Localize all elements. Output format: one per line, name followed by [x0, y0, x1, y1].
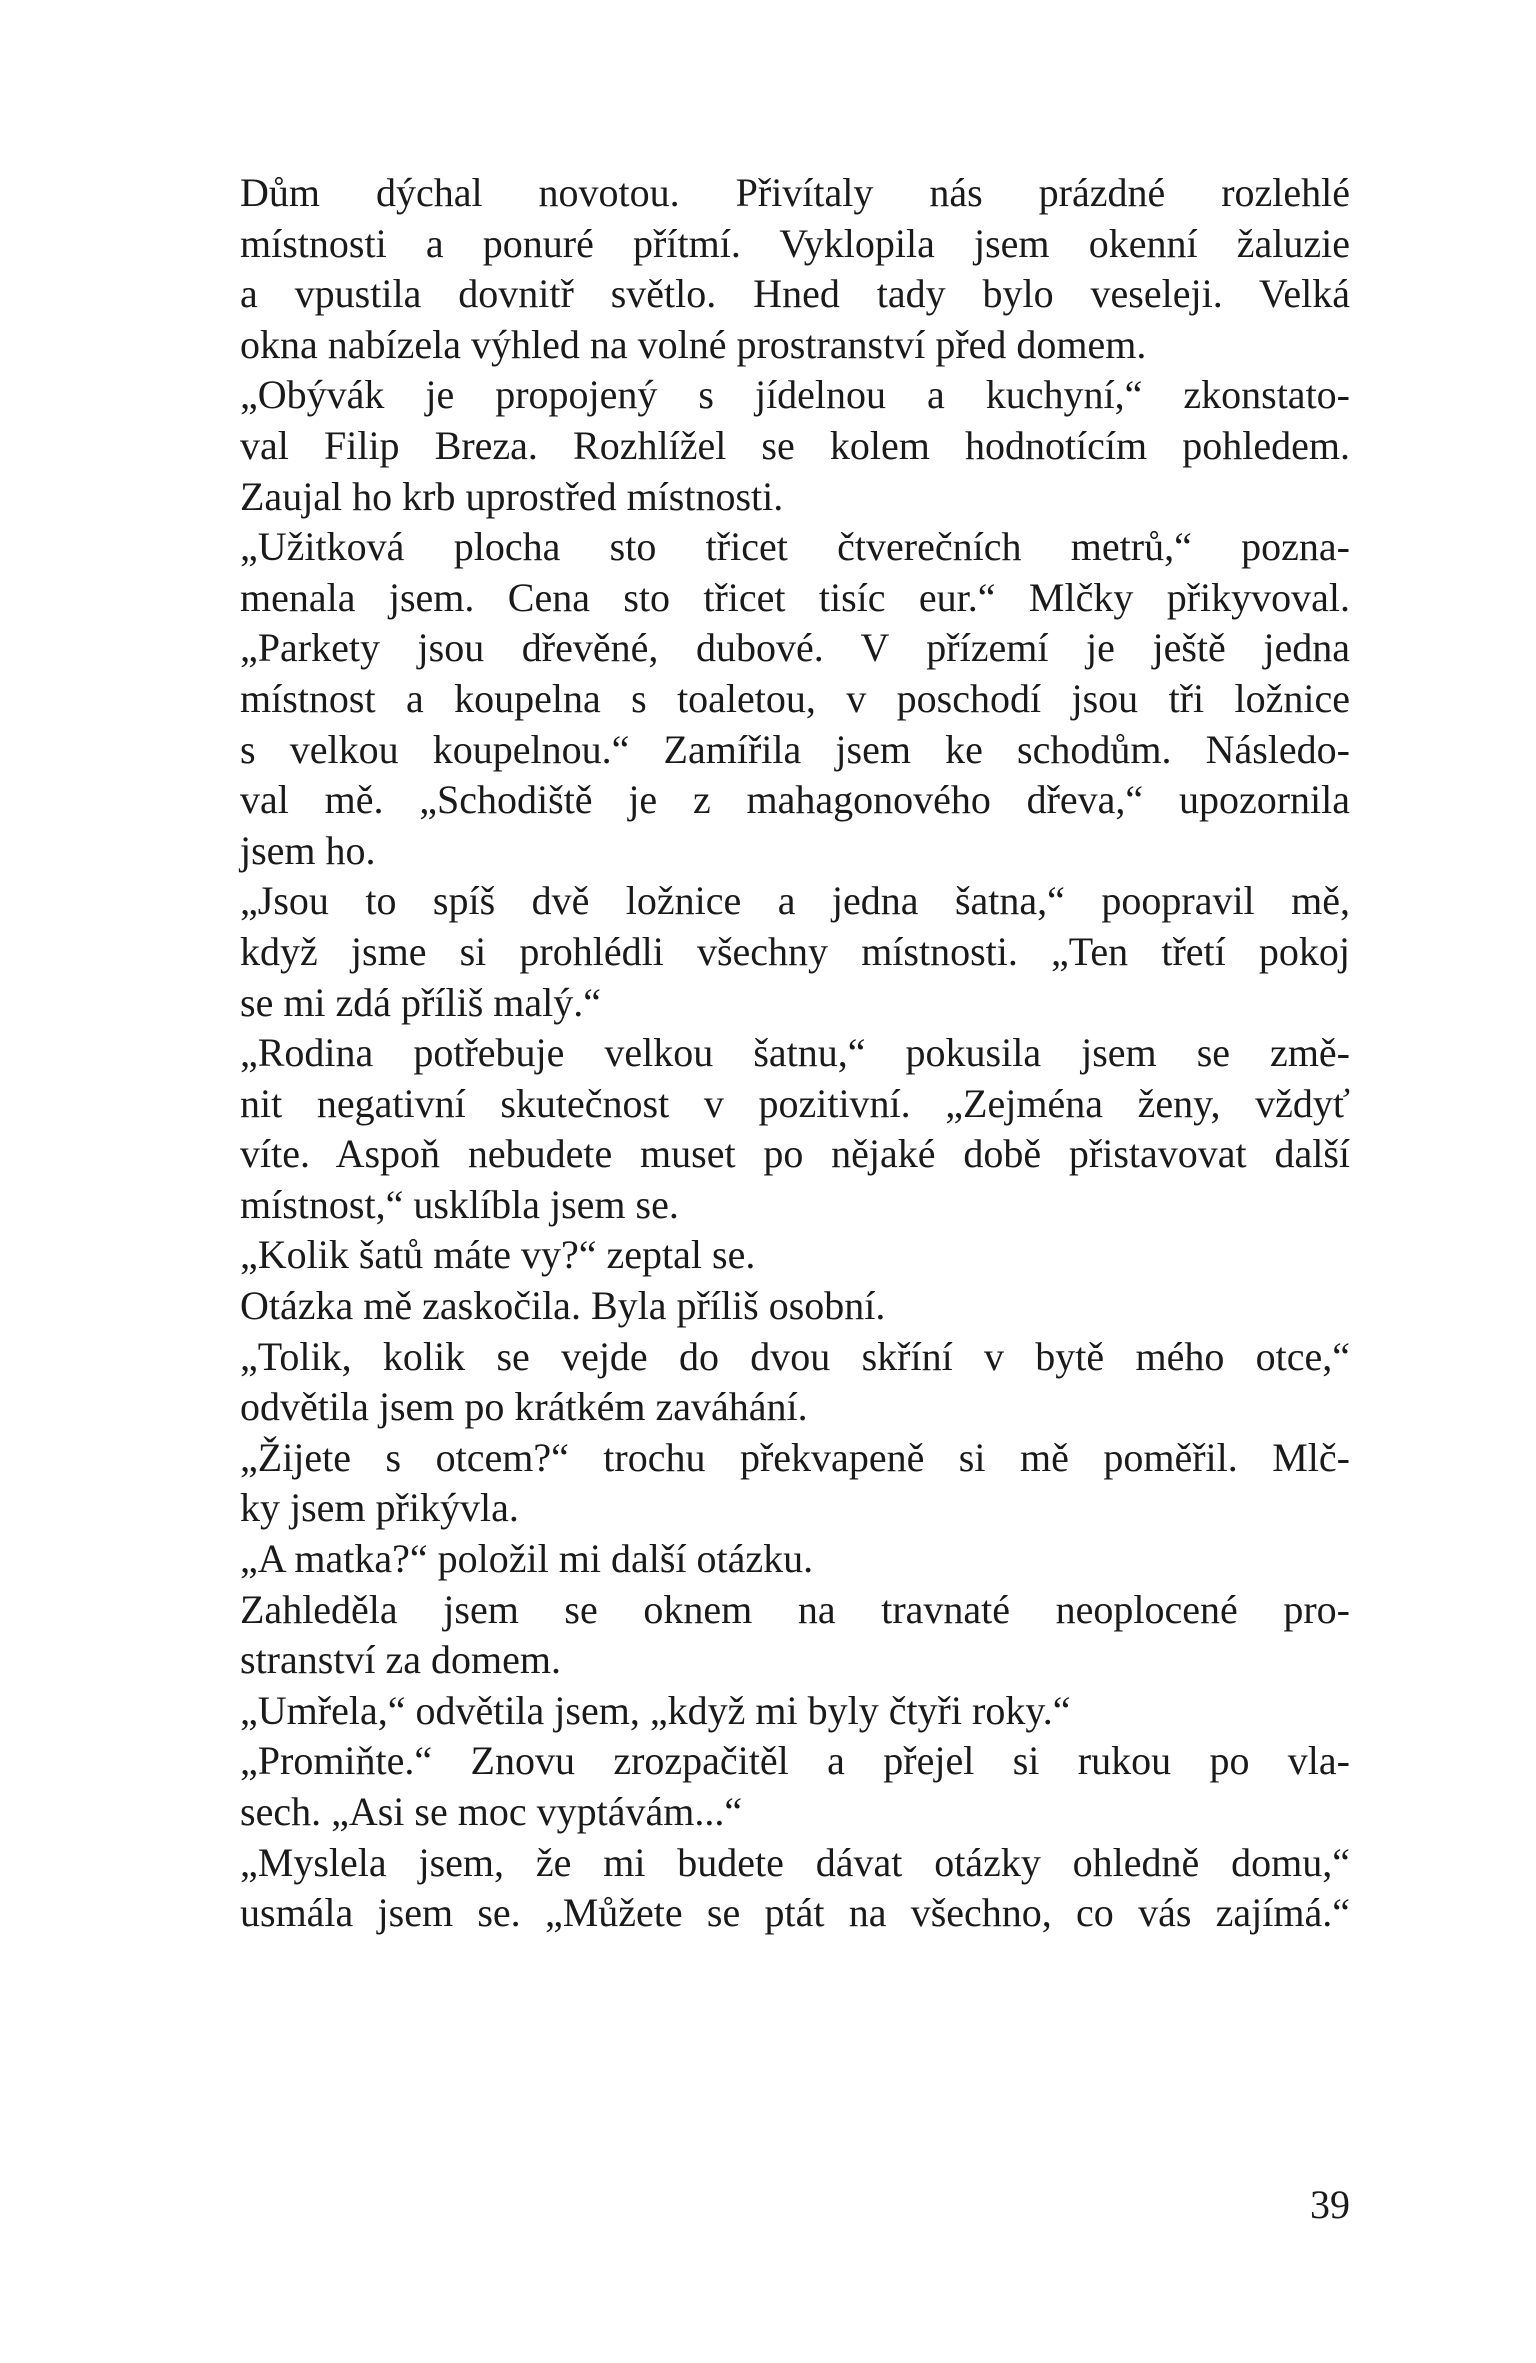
text-line: „Kolik šatů máte vy?“ zeptal se.	[240, 1232, 756, 1278]
text-line: „A matka?“ položil mi další otázku.	[240, 1536, 814, 1582]
text-line: okna nabízela výhled na volné prostranství před domem.	[240, 321, 1147, 367]
text-line: víte. Aspoň nebudete muset po nějaké době přistavovat další	[240, 1131, 1350, 1177]
text-line: se mi zdá příliš malý.“	[240, 979, 602, 1025]
text-line: odvětila jsem po krátkém zaváhání.	[240, 1384, 808, 1430]
text-line: „Promiňte.“ Znovu zrozpačitěl a přejel si rukou po vla-	[240, 1738, 1350, 1784]
text-line: „Umřela,“ odvětila jsem, „když mi byly čtyři roky.“	[240, 1687, 1071, 1733]
text-line: „Obývák je propojený s jídelnou a kuchyní,“ zkonstato-	[240, 372, 1350, 418]
page-number: 39	[1310, 2182, 1350, 2227]
text-line: a vpustila dovnitř světlo. Hned tady bylo veseleji. Velká	[240, 271, 1350, 317]
text-line: menala jsem. Cena sto třicet tisíc eur.“ Mlčky přikyvoval.	[240, 574, 1350, 620]
text-line: „Myslela jsem, že mi budete dávat otázky ohledně domu,“	[240, 1839, 1350, 1885]
text-line: „Rodina potřebuje velkou šatnu,“ pokusila jsem se změ-	[240, 1030, 1350, 1076]
text-line: „Žijete s otcem?“ trochu překvapeně si mě poměřil. Mlč-	[240, 1434, 1350, 1480]
text-line: s velkou koupelnou.“ Zamířila jsem ke schodům. Následo-	[240, 726, 1350, 772]
text-line: „Jsou to spíš dvě ložnice a jedna šatna,“ poopravil mě,	[240, 878, 1350, 924]
text-line: stranství za domem.	[240, 1637, 562, 1683]
text-line: jsem ho.	[240, 827, 376, 873]
text-line: místnosti a ponuré přítmí. Vyklopila jsem okenní žaluzie	[240, 220, 1350, 266]
text-line: val mě. „Schodiště je z mahagonového dřeva,“ upozornila	[240, 777, 1350, 823]
text-line: sech. „Asi se moc vyptávám...“	[240, 1789, 743, 1834]
text-line: Zaujal ho krb uprostřed místnosti.	[240, 473, 784, 519]
text-line: místnost,“ usklíbla jsem se.	[240, 1181, 679, 1227]
text-line: val Filip Breza. Rozhlížel se kolem hodnotícím pohledem.	[240, 422, 1350, 468]
text-line: usmála jsem se. „Můžete se ptát na všechno, co vás zajímá.“	[240, 1890, 1350, 1936]
text-line: místnost a koupelna s toaletou, v poschodí jsou tři ložnice	[240, 675, 1350, 721]
text-line: Otázka mě zaskočila. Byla příliš osobní.	[240, 1283, 886, 1329]
text-line: ky jsem přikývla.	[240, 1485, 519, 1531]
text-line: „Tolik, kolik se vejde do dvou skříní v bytě mého otce,“	[240, 1333, 1350, 1379]
text-line: když jsme si prohlédli všechny místnosti. „Ten třetí pokoj	[240, 928, 1350, 974]
text-line: „Parkety jsou dřevěné, dubové. V přízemí je ještě jedna	[240, 625, 1350, 671]
text-line: Dům dýchal novotou. Přivítaly nás prázdné rozlehlé	[240, 170, 1350, 215]
body-text	[240, 168, 1350, 1939]
text-line: „Užitková plocha sto třicet čtverečních metrů,“ pozna-	[240, 524, 1350, 570]
text-line: nit negativní skutečnost v pozitivní. „Zejména ženy, vždyť	[240, 1080, 1350, 1126]
text-line: Zahleděla jsem se oknem na travnaté neoplocené pro-	[240, 1586, 1350, 1632]
